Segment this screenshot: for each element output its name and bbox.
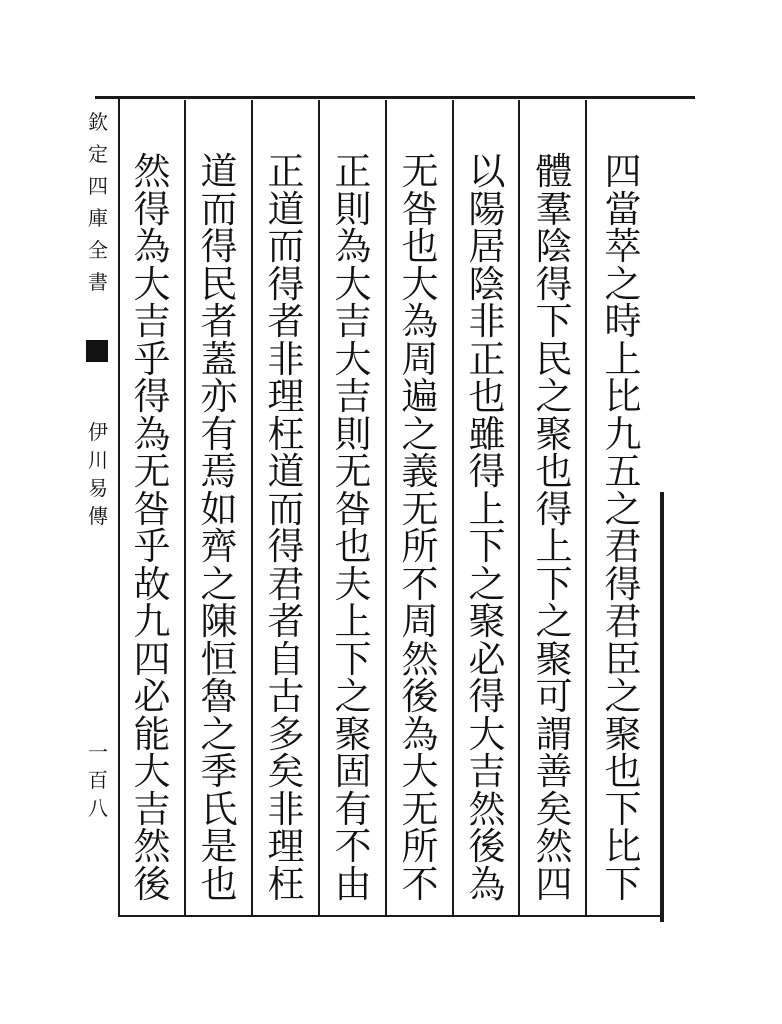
- text-char: 謂: [535, 712, 573, 756]
- text-char: 比: [604, 375, 642, 418]
- text-char: 為: [468, 862, 506, 906]
- text-char: 聚: [334, 712, 372, 756]
- marginal-char: 八: [88, 796, 108, 820]
- text-char: 正: [334, 150, 372, 193]
- text-char: 乎: [133, 525, 171, 568]
- text-char: 之: [604, 675, 642, 718]
- text-column: [455, 152, 519, 912]
- text-char: 四: [604, 150, 642, 193]
- text-char: 理: [267, 825, 305, 868]
- text-char: 如: [200, 487, 238, 531]
- text-char: 民: [200, 262, 238, 306]
- text-char: 萃: [604, 225, 642, 268]
- text-char: 故: [133, 562, 171, 606]
- text-char: 不: [401, 562, 439, 606]
- marginal-char: 伊: [88, 420, 108, 444]
- text-char: 大: [133, 750, 171, 793]
- marginal-page-number: [84, 740, 112, 830]
- text-char: 為: [334, 225, 372, 268]
- text-char: 得: [133, 187, 171, 231]
- text-char: 齊: [200, 525, 238, 568]
- text-char: 吉: [468, 750, 506, 793]
- text-char: 為: [401, 712, 439, 756]
- text-char: 之: [200, 562, 238, 606]
- text-column: [521, 152, 587, 912]
- text-char: 君: [267, 562, 305, 606]
- text-char: 下: [334, 637, 372, 681]
- text-char: 恒: [200, 637, 238, 681]
- text-char: 多: [267, 712, 305, 756]
- text-char: 九: [604, 412, 642, 456]
- text-char: 咎: [401, 187, 439, 231]
- text-char: 得: [267, 262, 305, 306]
- text-column: [321, 152, 385, 912]
- text-char: 由: [334, 862, 372, 906]
- text-char: 大: [401, 262, 439, 306]
- text-char: 則: [334, 187, 372, 231]
- text-char: 雖: [468, 412, 506, 456]
- text-char: 乎: [133, 337, 171, 381]
- text-char: 為: [133, 225, 171, 268]
- text-char: 无: [401, 787, 439, 831]
- text-char: 之: [535, 375, 573, 418]
- column-divider: [251, 100, 253, 915]
- text-char: 也: [468, 375, 506, 418]
- text-char: 咎: [334, 487, 372, 531]
- text-char: 陳: [200, 600, 238, 643]
- text-char: 之: [200, 712, 238, 756]
- text-char: 正: [267, 150, 305, 193]
- text-char: 所: [401, 825, 439, 868]
- text-char: 得: [604, 562, 642, 606]
- text-char: 必: [468, 637, 506, 681]
- text-char: 聚: [535, 637, 573, 681]
- text-char: 季: [200, 750, 238, 793]
- text-char: 者: [267, 600, 305, 643]
- marginal-char: 庫: [88, 206, 108, 230]
- text-char: 四: [133, 637, 171, 681]
- text-char: 魯: [200, 675, 238, 718]
- text-char: 周: [401, 337, 439, 381]
- right-border: [660, 492, 664, 922]
- marginal-char: 定: [88, 142, 108, 166]
- text-char: 非: [468, 300, 506, 343]
- text-char: 无: [334, 450, 372, 493]
- marginal-top-label: [84, 110, 112, 310]
- text-char: 有: [334, 787, 372, 831]
- marginal-book-title: [84, 420, 112, 540]
- text-column: [388, 152, 452, 912]
- text-char: 可: [535, 675, 573, 718]
- marginal-char: 四: [88, 174, 108, 198]
- text-char: 无: [401, 150, 439, 193]
- text-char: 枉: [267, 862, 305, 906]
- text-char: 之: [468, 562, 506, 606]
- text-char: 非: [267, 787, 305, 831]
- text-char: 也: [604, 750, 642, 793]
- text-char: 得: [535, 487, 573, 531]
- text-char: 上: [468, 487, 506, 531]
- text-char: 吉: [334, 375, 372, 418]
- text-char: 枉: [267, 412, 305, 456]
- text-char: 氏: [200, 787, 238, 831]
- marginal-char: 易: [88, 476, 108, 500]
- text-char: 五: [604, 450, 642, 493]
- text-char: 得: [133, 375, 171, 418]
- text-char: 下: [535, 562, 573, 606]
- top-border: [95, 96, 695, 99]
- text-char: 上: [334, 600, 372, 643]
- text-char: 周: [401, 600, 439, 643]
- text-char: 之: [604, 487, 642, 531]
- text-char: 上: [535, 525, 573, 568]
- text-char: 九: [133, 600, 171, 643]
- text-char: 古: [267, 675, 305, 718]
- text-column: [254, 152, 318, 912]
- text-char: 得: [200, 225, 238, 268]
- text-char: 後: [468, 825, 506, 868]
- text-char: 无: [133, 450, 171, 493]
- text-char: 上: [604, 337, 642, 381]
- text-char: 亦: [200, 375, 238, 418]
- text-char: 也: [200, 862, 238, 906]
- text-column: [187, 152, 251, 912]
- column-divider: [184, 100, 186, 915]
- text-char: 居: [468, 225, 506, 268]
- text-char: 體: [535, 150, 573, 193]
- column-divider: [385, 100, 387, 915]
- text-char: 得: [468, 450, 506, 493]
- text-char: 下: [604, 787, 642, 831]
- column-divider: [318, 100, 320, 915]
- text-char: 然: [133, 825, 171, 868]
- text-char: 然: [401, 637, 439, 681]
- text-char: 者: [200, 300, 238, 343]
- text-char: 矣: [267, 750, 305, 793]
- text-char: 則: [334, 412, 372, 456]
- text-char: 也: [334, 525, 372, 568]
- text-char: 聚: [468, 600, 506, 643]
- marginal-char: 書: [88, 270, 108, 294]
- text-char: 下: [535, 300, 573, 343]
- text-char: 大: [133, 262, 171, 306]
- text-char: 理: [267, 375, 305, 418]
- text-char: 為: [133, 412, 171, 456]
- marginal-char: 全: [88, 238, 108, 262]
- text-char: 所: [401, 525, 439, 568]
- text-char: 无: [401, 487, 439, 531]
- column-divider: [452, 100, 454, 915]
- text-char: 吉: [133, 300, 171, 343]
- text-char: 聚: [535, 412, 573, 456]
- text-char: 焉: [200, 450, 238, 493]
- text-char: 後: [133, 862, 171, 906]
- text-char: 大: [334, 262, 372, 306]
- text-char: 善: [535, 750, 573, 793]
- text-char: 下: [468, 525, 506, 568]
- bottom-border: [118, 915, 663, 917]
- text-char: 後: [401, 675, 439, 718]
- text-char: 蓋: [200, 337, 238, 381]
- text-char: 陽: [468, 187, 506, 231]
- text-char: 不: [334, 825, 372, 868]
- text-char: 當: [604, 187, 642, 231]
- text-char: 也: [401, 225, 439, 268]
- fishtail-mark: [86, 340, 108, 362]
- text-char: 以: [468, 150, 506, 193]
- text-char: 非: [267, 337, 305, 381]
- text-char: 固: [334, 750, 372, 793]
- text-char: 聚: [604, 712, 642, 756]
- text-char: 之: [604, 262, 642, 306]
- text-char: 道: [267, 187, 305, 231]
- text-char: 然: [535, 825, 573, 868]
- text-column: [120, 152, 184, 912]
- marginal-char: 川: [88, 448, 108, 472]
- text-char: 吉: [133, 787, 171, 831]
- text-char: 君: [604, 525, 642, 568]
- text-char: 而: [200, 187, 238, 231]
- text-char: 者: [267, 300, 305, 343]
- text-char: 羣: [535, 187, 573, 231]
- text-char: 能: [133, 712, 171, 756]
- text-char: 吉: [334, 300, 372, 343]
- text-char: 陰: [468, 262, 506, 306]
- text-char: 不: [401, 862, 439, 906]
- text-char: 陰: [535, 225, 573, 268]
- text-char: 大: [334, 337, 372, 381]
- text-char: 民: [535, 337, 573, 381]
- text-column: [588, 152, 658, 912]
- text-char: 為: [401, 300, 439, 343]
- text-char: 義: [401, 450, 439, 493]
- text-char: 而: [267, 225, 305, 268]
- text-char: 然: [133, 150, 171, 193]
- marginal-char: 傳: [88, 504, 108, 528]
- text-char: 咎: [133, 487, 171, 531]
- text-char: 遍: [401, 375, 439, 418]
- text-char: 之: [401, 412, 439, 456]
- marginal-char: 欽: [88, 110, 108, 134]
- text-char: 之: [535, 600, 573, 643]
- text-char: 道: [200, 150, 238, 193]
- marginal-char: 一: [88, 740, 108, 764]
- text-char: 比: [604, 825, 642, 868]
- text-char: 大: [468, 712, 506, 756]
- marginal-char: 百: [88, 768, 108, 792]
- text-char: 得: [267, 525, 305, 568]
- text-char: 必: [133, 675, 171, 718]
- text-char: 臣: [604, 637, 642, 681]
- text-char: 正: [468, 337, 506, 381]
- text-char: 君: [604, 600, 642, 643]
- text-char: 有: [200, 412, 238, 456]
- text-char: 得: [535, 262, 573, 306]
- text-char: 夫: [334, 562, 372, 606]
- text-char: 然: [468, 787, 506, 831]
- text-char: 是: [200, 825, 238, 868]
- text-char: 時: [604, 300, 642, 343]
- text-char: 自: [267, 637, 305, 681]
- text-char: 而: [267, 487, 305, 531]
- text-char: 下: [604, 862, 642, 906]
- text-char: 道: [267, 450, 305, 493]
- text-char: 四: [535, 862, 573, 906]
- text-char: 大: [401, 750, 439, 793]
- text-char: 矣: [535, 787, 573, 831]
- text-char: 也: [535, 450, 573, 493]
- text-char: 之: [334, 675, 372, 718]
- text-char: 得: [468, 675, 506, 718]
